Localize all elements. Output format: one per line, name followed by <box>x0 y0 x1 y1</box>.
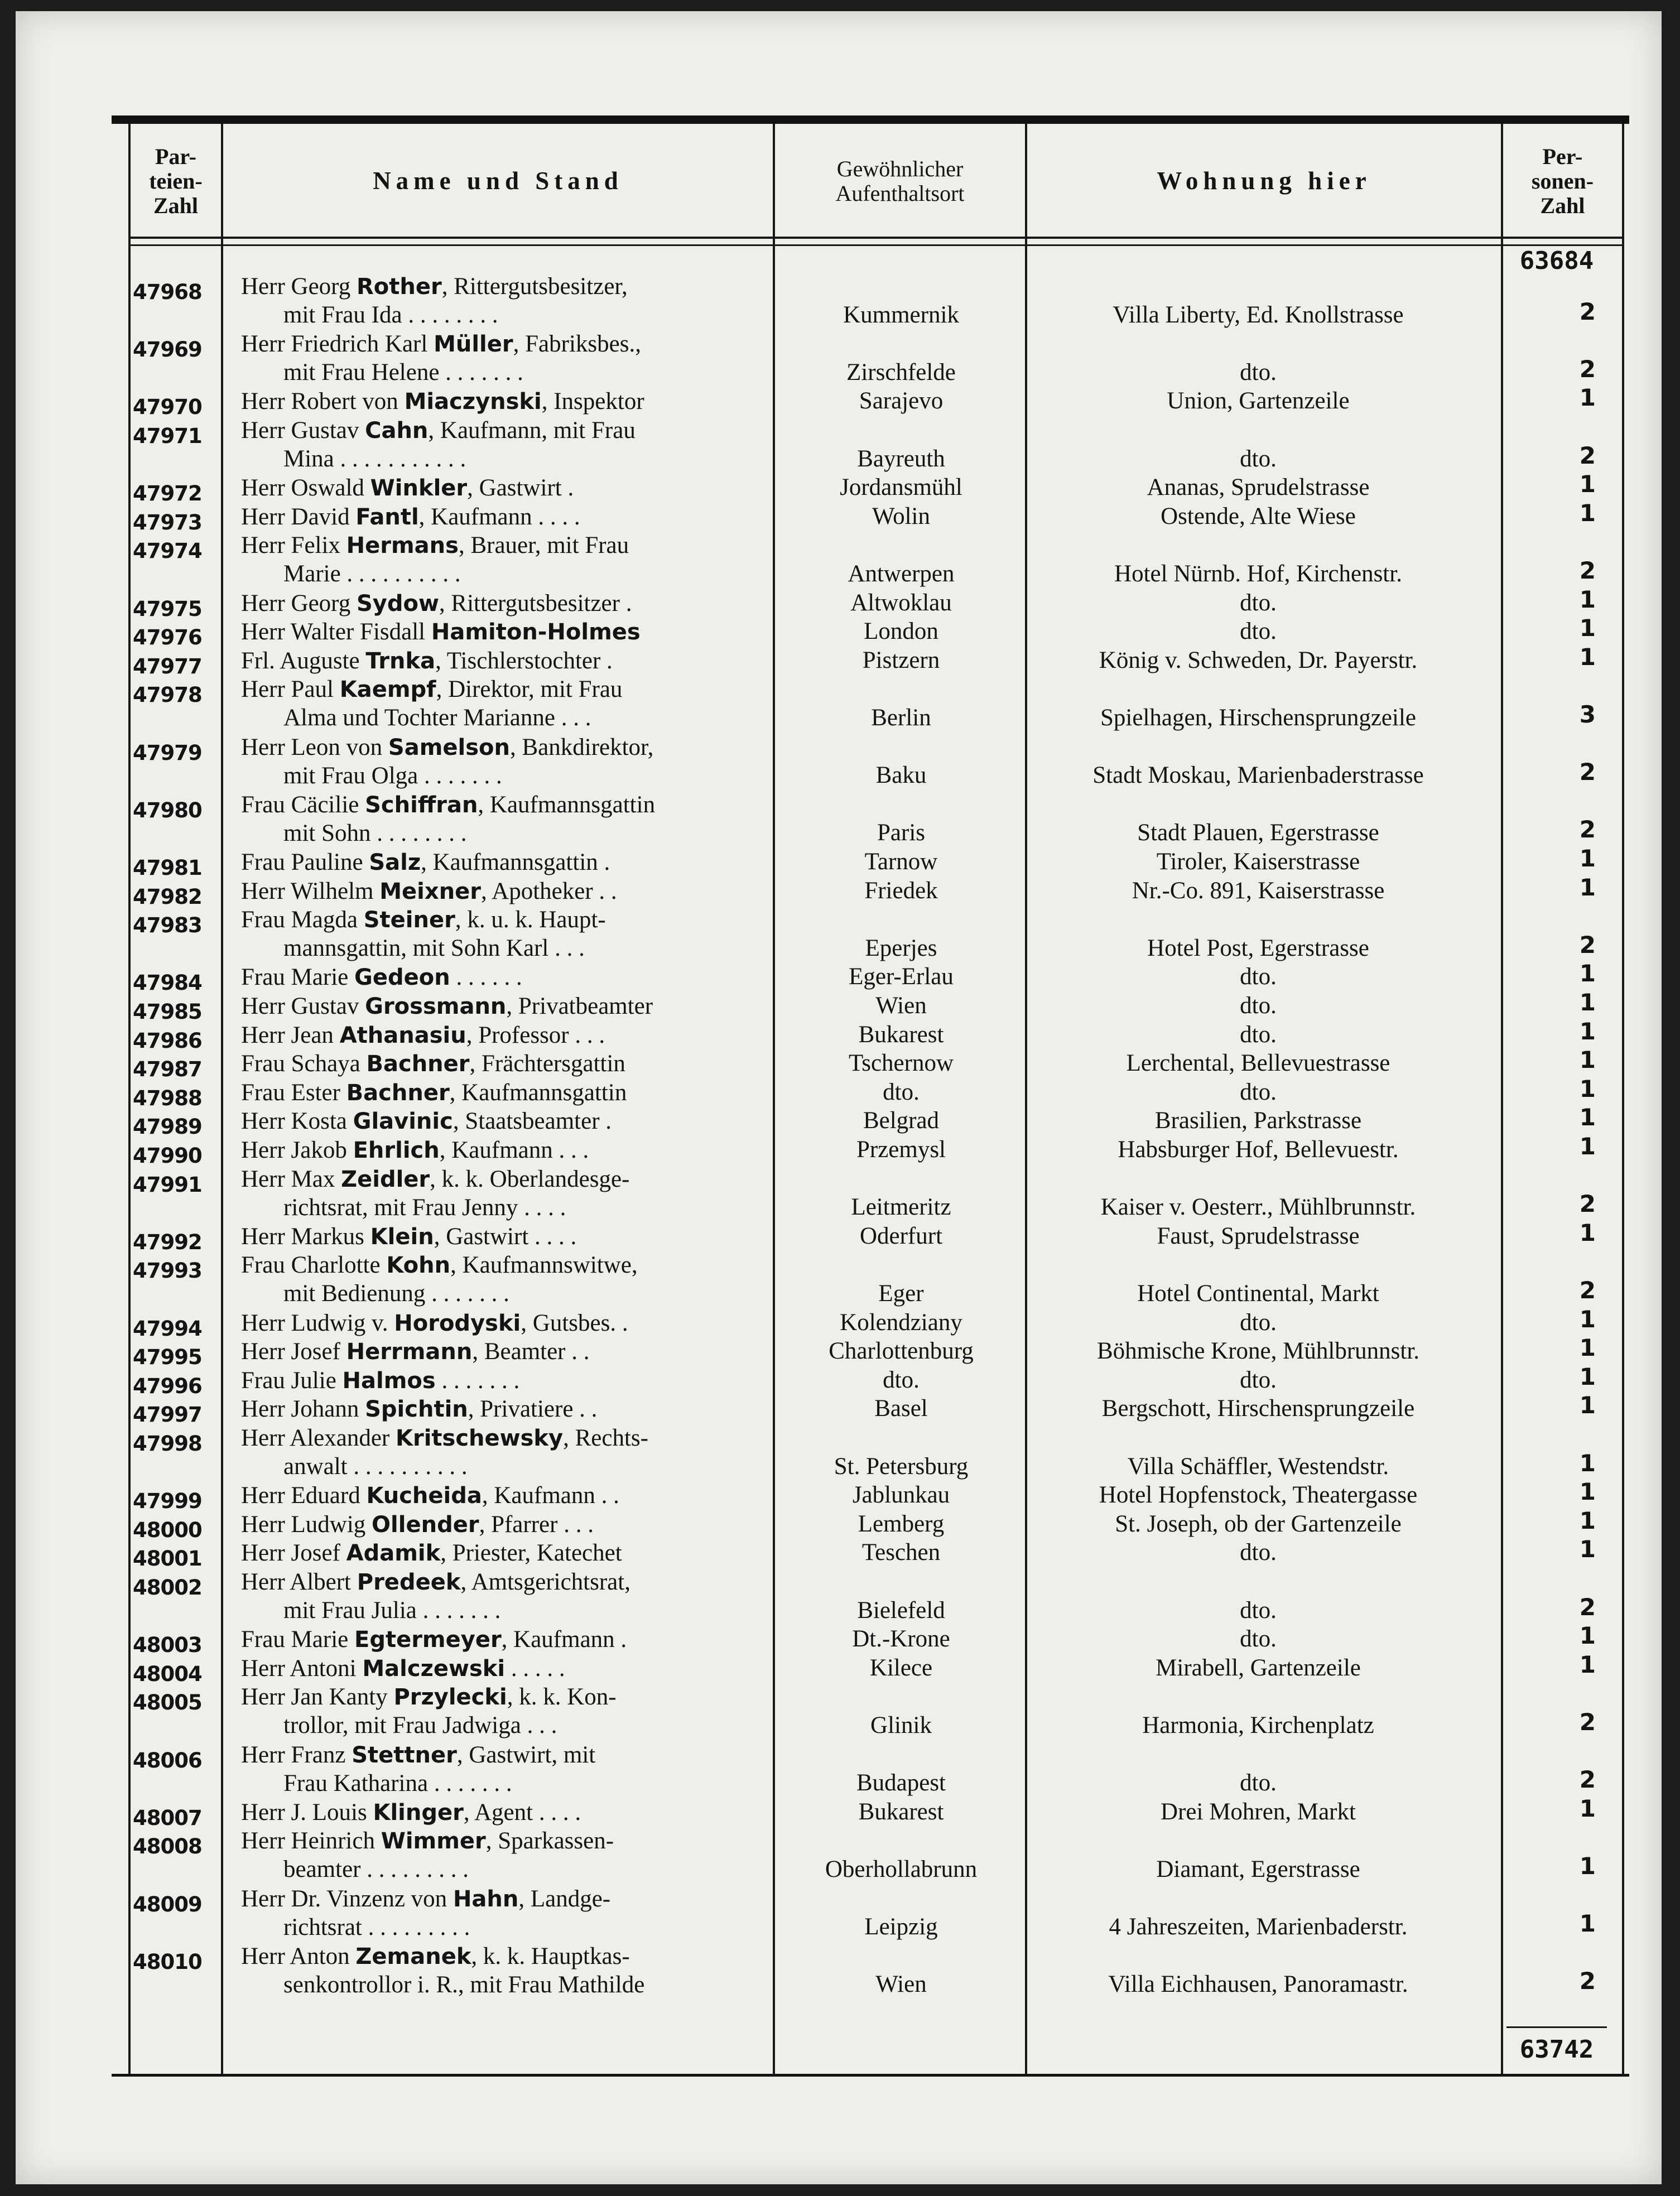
party-number: 48000 <box>133 1518 202 1542</box>
name-and-status: Herr Ludwig v. Horodyski, Gutsbes. . <box>241 1309 628 1336</box>
name-and-status: Herr Josef Herrmann, Beamter . . <box>241 1338 590 1365</box>
local-address: Hotel Hopfenstock, Theatergasse <box>1099 1482 1418 1509</box>
local-address: dto. <box>1240 1309 1277 1336</box>
usual-residence: Kilece <box>869 1654 933 1681</box>
person-count: 3 <box>1579 700 1596 728</box>
local-address: dto. <box>1240 1078 1277 1105</box>
name-and-status: Herr Dr. Vinzenz von Hahn, Landge- richtsrat . . . . . . . . . <box>241 1885 771 1942</box>
local-address: Hotel Nürnb. Hof, Kirchenstr. <box>1114 560 1402 587</box>
usual-residence: Paris <box>877 820 925 846</box>
surname: Halmos <box>342 1367 436 1394</box>
local-address: Drei Mohren, Markt <box>1161 1798 1356 1825</box>
usual-residence: Kolendziany <box>840 1309 962 1336</box>
name-continuation: Marie . . . . . . . . . . <box>283 561 461 587</box>
party-number: 47968 <box>133 280 202 304</box>
person-count: 1 <box>1579 470 1596 498</box>
header-persons: Per- sonen- Zahl <box>1531 144 1594 218</box>
surname: Fantl <box>355 504 419 530</box>
header-residence: Gewöhnlicher Aufenthaltsort <box>835 156 965 206</box>
local-address: Villa Liberty, Ed. Knollstrasse <box>1113 301 1404 328</box>
usual-residence: Bukarest <box>858 1021 944 1048</box>
person-count: 1 <box>1579 1017 1596 1045</box>
party-number: 48007 <box>133 1805 202 1830</box>
party-number: 48003 <box>133 1633 202 1658</box>
surname: Hermans <box>346 533 459 559</box>
local-address: Villa Eichhausen, Panoramastr. <box>1108 1971 1408 1998</box>
local-address: dto. <box>1240 993 1277 1019</box>
name-continuation: mit Frau Olga . . . . . . . <box>283 762 502 789</box>
usual-residence: Charlottenburg <box>829 1338 974 1365</box>
local-address: Villa Schäffler, Westendstr. <box>1127 1453 1389 1480</box>
person-count: 1 <box>1579 1046 1596 1074</box>
party-number: 47977 <box>133 654 202 678</box>
header-divider <box>128 237 1624 239</box>
name-continuation: anwalt . . . . . . . . . . <box>283 1453 468 1480</box>
party-number: 47992 <box>133 1230 202 1254</box>
local-address: Hotel Continental, Markt <box>1137 1280 1379 1307</box>
party-number: 47993 <box>133 1259 202 1283</box>
usual-residence: Pistzern <box>862 647 940 673</box>
local-address: Ostende, Alte Wiese <box>1161 503 1356 529</box>
name-and-status: Herr Max Zeidler, k. k. Oberlandesge- richtsrat, mit Frau Jenny . . . . <box>241 1165 771 1222</box>
usual-residence: Eger <box>878 1280 924 1307</box>
header-divider-2 <box>128 244 1624 246</box>
usual-residence: Glinik <box>870 1712 932 1739</box>
name-and-status: Herr Gustav Cahn, Kaufmann, mit Frau Mina . . . . . . . . . . . <box>241 416 771 473</box>
person-count: 1 <box>1579 1910 1596 1938</box>
person-count: 1 <box>1579 1075 1596 1102</box>
usual-residence: Eperjes <box>865 935 937 961</box>
person-count: 2 <box>1579 758 1596 786</box>
name-and-status: Herr Jean Athanasiu, Professor . . . <box>241 1022 605 1048</box>
local-address: Stadt Moskau, Marienbaderstrasse <box>1092 762 1424 789</box>
surname: Przylecki <box>393 1684 507 1711</box>
name-and-status: Herr Franz Stettner, Gastwirt, mit Frau Katharina . . . . . . . <box>241 1741 771 1798</box>
local-address: Faust, Sprudelstrasse <box>1157 1222 1360 1249</box>
person-count: 1 <box>1579 1334 1596 1362</box>
usual-residence: dto. <box>883 1366 920 1393</box>
name-and-status: Herr Eduard Kucheida, Kaufmann . . <box>241 1482 619 1509</box>
name-and-status: Herr David Fantl, Kaufmann . . . . <box>241 503 580 530</box>
name-and-status: Herr Jakob Ehrlich, Kaufmann . . . <box>241 1137 589 1163</box>
col-divider-2 <box>773 124 775 2074</box>
person-count: 1 <box>1579 960 1596 988</box>
local-address: Hotel Post, Egerstrasse <box>1147 935 1369 961</box>
usual-residence: Bielefeld <box>857 1597 945 1624</box>
surname: Hamiton-Holmes <box>431 619 641 646</box>
party-number: 47991 <box>133 1172 202 1197</box>
party-number: 47979 <box>133 740 202 765</box>
local-address: Spielhagen, Hirschensprungzeile <box>1100 704 1416 731</box>
name-and-status: Herr J. Louis Klinger, Agent . . . . <box>241 1799 581 1826</box>
party-number: 47985 <box>133 1000 202 1024</box>
person-count: 1 <box>1579 1362 1596 1390</box>
surname: Glavinic <box>353 1109 453 1135</box>
name-and-status: Frau Schaya Bachner, Frächtersgattin <box>241 1051 625 1077</box>
person-count: 2 <box>1579 1593 1596 1621</box>
local-address: Mirabell, Gartenzeile <box>1156 1654 1361 1681</box>
person-count: 1 <box>1579 614 1596 642</box>
party-number: 47997 <box>133 1403 202 1427</box>
usual-residence: Berlin <box>871 704 931 731</box>
person-count: 1 <box>1579 1391 1596 1419</box>
person-count: 1 <box>1579 1305 1596 1333</box>
party-number: 47994 <box>133 1316 202 1341</box>
party-number: 47996 <box>133 1374 202 1398</box>
left-border <box>128 124 131 2074</box>
surname: Winkler <box>370 475 468 502</box>
name-and-status: Herr Paul Kaempf, Direktor, mit Frau Alma und Tochter Marianne . . . <box>241 675 771 732</box>
name-continuation: beamter . . . . . . . . . <box>283 1856 469 1883</box>
person-count: 1 <box>1579 1478 1596 1506</box>
usual-residence: St. Petersburg <box>834 1453 969 1480</box>
local-address: dto. <box>1240 1539 1277 1566</box>
party-number: 47984 <box>133 971 202 995</box>
person-count: 1 <box>1579 1622 1596 1650</box>
name-and-status: Herr Wilhelm Meixner, Apotheker . . <box>241 878 617 904</box>
usual-residence: Przemysl <box>856 1136 946 1163</box>
usual-residence: Leitmeritz <box>851 1194 951 1221</box>
name-and-status: Herr Markus Klein, Gastwirt . . . . <box>241 1223 577 1250</box>
usual-residence: Basel <box>874 1395 928 1422</box>
usual-residence: Tschernow <box>848 1050 954 1077</box>
party-number: 47978 <box>133 683 202 707</box>
usual-residence: Jablunkau <box>852 1482 950 1509</box>
usual-residence: Friedek <box>864 877 938 904</box>
local-address: dto. <box>1240 1366 1277 1393</box>
person-count: 2 <box>1579 1967 1596 1995</box>
usual-residence: London <box>864 618 938 645</box>
local-address: Harmonia, Kirchenplatz <box>1142 1712 1374 1739</box>
person-count: 1 <box>1579 499 1596 527</box>
usual-residence: Leipzig <box>864 1914 938 1940</box>
local-address: Kaiser v. Oesterr., Mühlbrunnstr. <box>1100 1194 1416 1221</box>
party-number: 47987 <box>133 1057 202 1082</box>
name-continuation: mit Sohn . . . . . . . . <box>283 820 467 846</box>
surname: Hahn <box>453 1886 519 1912</box>
party-number: 47986 <box>133 1028 202 1053</box>
name-continuation: Mina . . . . . . . . . . . <box>283 446 466 472</box>
surname: Gedeon <box>354 965 450 991</box>
surname: Ollender <box>372 1511 479 1538</box>
usual-residence: Bayreuth <box>857 445 945 472</box>
person-count: 1 <box>1579 585 1596 613</box>
party-number: 47990 <box>133 1144 202 1168</box>
name-continuation: mit Frau Ida . . . . . . . . <box>283 302 498 328</box>
name-and-status: Herr Georg Sydow, Rittergutsbesitzer . <box>241 590 632 617</box>
surname: Trnka <box>365 648 436 674</box>
person-count: 1 <box>1579 873 1596 901</box>
surname: Stettner <box>352 1742 457 1768</box>
surname: Spichtin <box>365 1396 468 1423</box>
surname: Bachner <box>366 1051 470 1077</box>
local-address: Nr.-Co. 891, Kaiserstrasse <box>1132 877 1385 904</box>
local-address: dto. <box>1240 1626 1277 1653</box>
name-continuation: senkontrollor i. R., mit Frau Mathilde <box>283 1971 645 1998</box>
local-address: dto. <box>1240 359 1277 386</box>
person-count: 1 <box>1579 384 1596 412</box>
surname: Zeidler <box>341 1166 430 1192</box>
local-address: Tiroler, Kaiserstrasse <box>1156 849 1360 875</box>
name-and-status: Herr Oswald Winkler, Gastwirt . <box>241 475 574 502</box>
party-number: 47981 <box>133 856 202 880</box>
name-and-status: Frau Marie Egtermeyer, Kaufmann . <box>241 1626 627 1653</box>
person-count: 2 <box>1579 441 1596 469</box>
person-count: 2 <box>1579 816 1596 844</box>
person-count: 1 <box>1579 845 1596 872</box>
name-and-status: Herr Antoni Malczewski . . . . . <box>241 1655 565 1682</box>
name-continuation: mannsgattin, mit Sohn Karl . . . <box>283 935 585 962</box>
party-number: 47969 <box>133 338 202 362</box>
local-address: 4 Jahreszeiten, Marienbaderstr. <box>1109 1914 1408 1940</box>
usual-residence: Wolin <box>872 503 931 529</box>
surname: Klinger <box>373 1799 464 1826</box>
name-and-status: Frau Marie Gedeon . . . . . . <box>241 964 522 991</box>
surname: Grossmann <box>365 994 507 1019</box>
local-address: Ananas, Sprudelstrasse <box>1147 474 1370 501</box>
local-address: Union, Gartenzeile <box>1167 388 1350 415</box>
name-and-status: Herr Johann Spichtin, Privatiere . . <box>241 1396 598 1423</box>
name-and-status: Frau Ester Bachner, Kaufmannsgattin <box>241 1079 627 1106</box>
usual-residence: Sarajevo <box>859 388 944 415</box>
name-and-status: Herr Georg Rother, Rittergutsbesitzer, mit Frau Ida . . . . . . . . <box>241 272 771 329</box>
surname: Predeek <box>357 1569 461 1595</box>
name-and-status: Herr Kosta Glavinic, Staatsbeamter . <box>241 1108 612 1135</box>
name-continuation: mit Frau Helene . . . . . . . <box>283 359 523 386</box>
local-address: dto. <box>1240 1021 1277 1048</box>
surname: Cahn <box>365 418 429 444</box>
person-count: 1 <box>1579 1650 1596 1678</box>
surname: Kucheida <box>366 1483 482 1509</box>
surname: Sydow <box>356 590 439 617</box>
name-and-status: Herr Albert Predeek, Amtsgerichtsrat, mit Frau Julia . . . . . . . <box>241 1568 771 1625</box>
surname: Müller <box>434 331 513 358</box>
name-continuation: mit Frau Julia . . . . . . . <box>283 1597 501 1624</box>
usual-residence: Zirschfelde <box>846 359 956 386</box>
name-and-status: Herr Leon von Samelson, Bankdirektor, mit Frau Olga . . . . . . . <box>241 733 771 790</box>
name-continuation: mit Bedienung . . . . . . . <box>283 1280 509 1307</box>
person-count: 1 <box>1579 643 1596 671</box>
party-number: 48009 <box>133 1892 202 1916</box>
name-and-status: Frau Julie Halmos . . . . . . . <box>241 1367 520 1394</box>
person-count: 2 <box>1579 1708 1596 1736</box>
usual-residence: Oberhollabrunn <box>825 1856 978 1882</box>
header-name: Name und Stand <box>373 167 623 195</box>
bottom-rule <box>112 2074 1629 2077</box>
local-address: Diamant, Egerstrasse <box>1156 1856 1360 1882</box>
local-address: Brasilien, Parkstrasse <box>1154 1107 1362 1134</box>
name-and-status: Frl. Auguste Trnka, Tischlerstochter . <box>241 647 613 674</box>
carry-over-total: 63684 <box>1519 247 1594 275</box>
surname: Salz <box>369 850 421 875</box>
local-address: dto. <box>1240 445 1277 472</box>
header-party-count: Par- teien- Zahl <box>149 144 203 218</box>
person-count: 1 <box>1579 1535 1596 1563</box>
surname: Steiner <box>363 907 455 933</box>
usual-residence: Baku <box>875 762 927 789</box>
name-and-status: Herr Jan Kanty Przylecki, k. k. Kon- trollor, mit Frau Jadwiga . . . <box>241 1683 771 1740</box>
party-number: 47975 <box>133 596 202 621</box>
party-number: 47974 <box>133 539 202 564</box>
usual-residence: Tarnow <box>864 849 938 875</box>
top-rule <box>112 115 1629 124</box>
party-number: 47970 <box>133 395 202 420</box>
party-number: 48006 <box>133 1748 202 1773</box>
surname: Schiffran <box>365 792 478 818</box>
surname: Bachner <box>346 1080 450 1106</box>
total-rule <box>1506 2026 1607 2028</box>
surname: Horodyski <box>394 1310 521 1336</box>
usual-residence: Eger-Erlau <box>849 964 954 990</box>
col-divider-4 <box>1501 124 1503 2074</box>
local-address: dto. <box>1240 1597 1277 1624</box>
surname: Samelson <box>388 734 510 760</box>
usual-residence: Oderfurt <box>859 1222 943 1249</box>
party-number: 48004 <box>133 1662 202 1686</box>
person-count: 1 <box>1579 1449 1596 1477</box>
name-and-status: Herr Gustav Grossmann, Privatbeamter <box>241 993 653 1019</box>
surname: Malczewski <box>362 1655 506 1682</box>
person-count: 2 <box>1579 355 1596 383</box>
final-total: 63742 <box>1519 2035 1594 2064</box>
person-count: 1 <box>1579 989 1596 1016</box>
name-continuation: trollor, mit Frau Jadwiga . . . <box>283 1712 557 1739</box>
person-count: 1 <box>1579 1794 1596 1822</box>
name-and-status: Herr Robert von Miaczynski, Inspektor <box>241 388 644 415</box>
party-number: 47972 <box>133 481 202 506</box>
party-number: 48002 <box>133 1576 202 1600</box>
usual-residence: dto. <box>883 1078 920 1105</box>
party-number: 47976 <box>133 625 202 650</box>
person-count: 1 <box>1579 1506 1596 1534</box>
local-address: König v. Schweden, Dr. Payerstr. <box>1099 647 1418 673</box>
person-count: 2 <box>1579 1276 1596 1304</box>
person-count: 1 <box>1579 1133 1596 1160</box>
surname: Kaempf <box>339 677 436 703</box>
name-continuation: Frau Katharina . . . . . . . <box>283 1770 512 1797</box>
party-number: 48001 <box>133 1547 202 1571</box>
usual-residence: Kummernik <box>843 301 959 328</box>
surname: Kritschewsky <box>395 1426 564 1451</box>
name-and-status: Herr Friedrich Karl Müller, Fabriksbes., mit Frau Helene . . . . . . . <box>241 330 771 387</box>
person-count: 2 <box>1579 297 1596 325</box>
party-number: 48010 <box>133 1949 202 1974</box>
name-and-status: Herr Josef Adamik, Priester, Katechet <box>241 1540 622 1567</box>
name-and-status: Herr Alexander Kritschewsky, Rechts- anwalt . . . . . . . . . . <box>241 1424 771 1481</box>
usual-residence: Wien <box>875 993 927 1019</box>
person-count: 2 <box>1579 1190 1596 1218</box>
party-number: 47980 <box>133 798 202 822</box>
name-and-status: Frau Cäcilie Schiffran, Kaufmannsgattin mit Sohn . . . . . . . . <box>241 791 771 847</box>
surname: Klein <box>370 1224 434 1250</box>
name-continuation: Alma und Tochter Marianne . . . <box>283 705 591 731</box>
party-number: 47989 <box>133 1115 202 1139</box>
name-and-status: Herr Felix Hermans, Brauer, mit Frau Marie . . . . . . . . . . <box>241 531 771 588</box>
surname: Wimmer <box>381 1828 486 1855</box>
party-number: 47988 <box>133 1086 202 1110</box>
party-number: 47971 <box>133 424 202 448</box>
party-number: 47998 <box>133 1432 202 1456</box>
surname: Meixner <box>379 878 482 904</box>
name-continuation: richtsrat . . . . . . . . . <box>283 1914 470 1940</box>
surname: Miaczynski <box>404 389 542 415</box>
surname: Kohn <box>386 1253 451 1279</box>
local-address: Stadt Plauen, Egerstrasse <box>1137 820 1379 846</box>
person-count: 2 <box>1579 556 1596 584</box>
name-and-status: Herr Heinrich Wimmer, Sparkassen- beamter . . . . . . . . . <box>241 1827 771 1884</box>
local-address: Böhmische Krone, Mühlbrunnstr. <box>1096 1338 1420 1365</box>
surname: Ehrlich <box>353 1138 440 1163</box>
surname: Egtermeyer <box>354 1627 502 1653</box>
surname: Adamik <box>346 1540 441 1567</box>
party-number: 48008 <box>133 1834 202 1859</box>
usual-residence: Teschen <box>861 1539 941 1566</box>
name-continuation: richtsrat, mit Frau Jenny . . . . <box>283 1194 566 1221</box>
name-and-status: Frau Pauline Salz, Kaufmannsgattin . <box>241 849 610 875</box>
usual-residence: Wien <box>875 1971 927 1998</box>
usual-residence: Jordansmühl <box>840 474 962 501</box>
usual-residence: Dt.-Krone <box>852 1626 950 1653</box>
local-address: St. Joseph, ob der Gartenzeile <box>1115 1510 1402 1537</box>
name-and-status: Herr Ludwig Ollender, Pfarrer . . . <box>241 1511 594 1538</box>
surname: Zemanek <box>355 1943 471 1969</box>
party-number: 47983 <box>133 913 202 938</box>
usual-residence: Belgrad <box>863 1107 940 1134</box>
local-address: Habsburger Hof, Bellevuestr. <box>1118 1136 1399 1163</box>
surname: Herrmann <box>346 1339 473 1365</box>
usual-residence: Antwerpen <box>848 560 955 587</box>
person-count: 1 <box>1579 1104 1596 1131</box>
party-number: 47999 <box>133 1489 202 1514</box>
col-divider-3 <box>1025 124 1027 2074</box>
local-address: Bergschott, Hirschensprungzeile <box>1101 1395 1415 1422</box>
person-count: 2 <box>1579 931 1596 959</box>
name-and-status: Frau Magda Steiner, k. u. k. Haupt- mannsgattin, mit Sohn Karl . . . <box>241 906 771 962</box>
local-address: dto. <box>1240 1770 1277 1797</box>
name-and-status: Frau Charlotte Kohn, Kaufmannswitwe, mit Bedienung . . . . . . . <box>241 1251 771 1308</box>
usual-residence: Budapest <box>856 1770 946 1797</box>
local-address: Lerchental, Bellevuestrasse <box>1126 1050 1390 1077</box>
party-number: 47982 <box>133 884 202 909</box>
local-address: dto. <box>1240 589 1277 616</box>
local-address: dto. <box>1240 964 1277 990</box>
surname: Rother <box>356 274 442 300</box>
person-count: 1 <box>1579 1219 1596 1246</box>
usual-residence: Lemberg <box>858 1510 945 1537</box>
usual-residence: Altwoklau <box>850 589 952 616</box>
name-and-status: Herr Anton Zemanek, k. k. Hauptkas- senkontrollor i. R., mit Frau Mathilde <box>241 1942 771 1999</box>
usual-residence: Bukarest <box>858 1798 944 1825</box>
person-count: 1 <box>1579 1852 1596 1880</box>
party-number: 47973 <box>133 510 202 534</box>
name-and-status: Herr Walter Fisdall Hamiton-Holmes <box>241 619 641 646</box>
party-number: 48005 <box>133 1691 202 1715</box>
person-count: 2 <box>1579 1766 1596 1794</box>
party-number: 47995 <box>133 1345 202 1370</box>
local-address: dto. <box>1240 618 1277 645</box>
surname: Athanasiu <box>339 1022 466 1048</box>
right-border <box>1622 124 1624 2074</box>
header-address: Wohnung hier <box>1157 167 1371 195</box>
